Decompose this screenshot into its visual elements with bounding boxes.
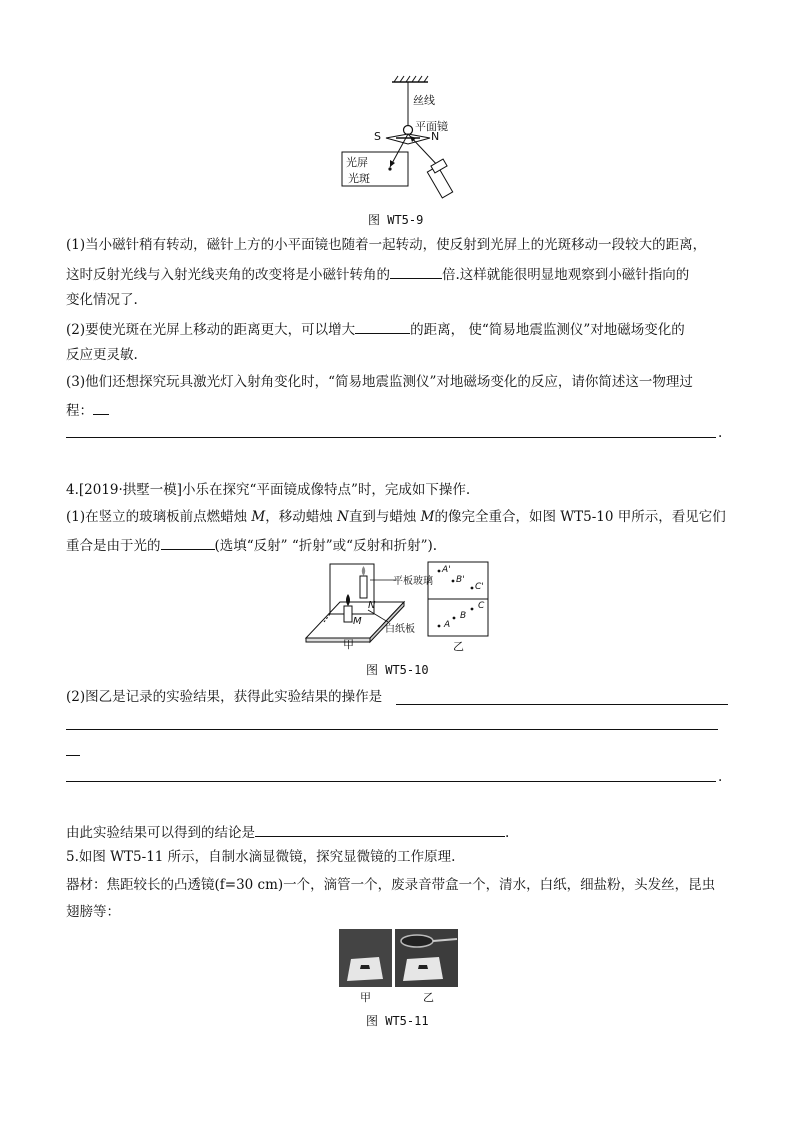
fig10-label-n: N xyxy=(368,600,376,611)
q3-blank-process-start[interactable] xyxy=(93,400,109,415)
q3-p1-line1: (1)当小磁针稍有转动，磁针上方的小平面镜也随着一起转动，使反射到光屏上的光斑移动一段较大的距离， xyxy=(66,237,707,253)
fig10-caption: 图 WT5-10 xyxy=(366,663,429,677)
q4-answer-line-2[interactable] xyxy=(66,729,718,730)
fig10-label-yi: 乙 xyxy=(453,640,464,653)
figure-wt5-9 xyxy=(330,72,470,207)
q4-p1-line1b: ，移动蜡烛 xyxy=(265,509,338,525)
fig10-label-a: A xyxy=(444,620,451,630)
q3-end-dot: . xyxy=(718,425,723,441)
q4-answer-short[interactable] xyxy=(66,755,80,756)
q3-p2-line1b: 的距离， 使“简易地震监测仪”对地磁场变化的 xyxy=(410,322,685,338)
q3-p3-line1: (3)他们还想探究玩具激光灯入射角变化时，“简易地震监测仪”对地磁场变化的反应，请你简述这一物理过 xyxy=(66,374,693,390)
q3-p1-line2 xyxy=(66,264,689,284)
q3-p2-line1 xyxy=(66,319,685,339)
q4-conclusion xyxy=(66,822,509,842)
q4-conclusion-dot: . xyxy=(505,825,510,841)
fig9-label-screen: 光屏 xyxy=(346,156,368,169)
q4-p1-m2: M xyxy=(420,509,435,525)
q4-p1-line1 xyxy=(66,508,726,526)
fig9-label-mirror: 平面镜 xyxy=(415,120,448,133)
q4-title: 4.[2019·拱墅一模]小乐在探究“平面镜成像特点”时，完成如下操作. xyxy=(66,482,471,498)
fig10-label-b: B xyxy=(460,611,467,621)
fig10-label-b1: B' xyxy=(456,575,465,585)
fig10-label-m: M xyxy=(353,616,362,627)
q4-p1-line1a: (1)在竖立的玻璃板前点燃蜡烛 xyxy=(66,509,252,525)
q3-blank-multiple[interactable] xyxy=(390,264,442,279)
q3-p1-line2a: 这时反射光线与入射光线夹角的改变将是小磁针转角的 xyxy=(66,267,390,283)
fig9-label-spot: 光斑 xyxy=(348,172,370,185)
q5-materials-line2: 翅膀等： xyxy=(66,904,120,920)
q3-p1-line3: 变化情况了. xyxy=(66,292,138,308)
fig9-label-s: S xyxy=(374,130,381,143)
q4-answer-line-3[interactable] xyxy=(66,781,716,782)
fig9-caption: 图 WT5-9 xyxy=(368,213,424,227)
fig9-label-n: N xyxy=(431,130,440,143)
q3-p3-line2-text: 程： xyxy=(66,403,93,419)
q3-p2-line1a: (2)要使光斑在光屏上移动的距离更大，可以增大 xyxy=(66,322,356,338)
q4-p2-line1: (2)图乙是记录的实验结果，获得此实验结果的操作是 xyxy=(66,689,383,705)
fig11-label-jia: 甲 xyxy=(360,991,371,1004)
fig9-label-wire: 丝线 xyxy=(413,94,435,107)
fig10-label-a1: A' xyxy=(442,565,451,575)
q4-p1-line1d: 的像完全重合，如图 WT5-10 甲所示，看见它们 xyxy=(434,509,726,525)
q4-p2-end-dot: . xyxy=(718,769,723,785)
q4-p1-n: N xyxy=(337,509,349,525)
q5-title: 5.如图 WT5-11 所示，自制水滴显微镜，探究显微镜的工作原理. xyxy=(66,849,456,865)
q3-p3-line2 xyxy=(66,400,109,420)
q4-p1-line2b: (选填“反射” “折射”或“反射和折射”). xyxy=(214,538,438,554)
q4-conclusion-text: 由此实验结果可以得到的结论是 xyxy=(66,825,255,841)
fig11-photo-jia xyxy=(339,929,392,987)
fig10-label-glass: 平板玻璃 xyxy=(393,576,433,587)
q4-p1-line2 xyxy=(66,535,437,555)
fig10-label-c: C xyxy=(478,601,485,611)
q4-answer-line-1[interactable] xyxy=(396,704,728,705)
q3-answer-line[interactable] xyxy=(66,437,716,438)
q4-blank-light[interactable] xyxy=(161,535,215,550)
q4-blank-conclusion[interactable] xyxy=(255,822,505,837)
fig10-label-jia: 甲 xyxy=(343,638,354,651)
fig11-photo-yi xyxy=(395,929,458,987)
q3-p2-line2: 反应更灵敏. xyxy=(66,347,138,363)
q4-p1-m1: M xyxy=(251,509,266,525)
q3-blank-distance[interactable] xyxy=(355,319,410,334)
q4-p1-line1c: 直到与蜡烛 xyxy=(348,509,421,525)
fig10-label-c1: C' xyxy=(475,582,484,592)
q5-materials-line1: 器材：焦距较长的凸透镜(f=30 cm)一个，滴管一个，废录音带盒一个，清水，白纸，细盐粉，头发丝，昆虫 xyxy=(66,877,716,893)
q3-p1-line2b: 倍.这样就能很明显地观察到小磁针指向的 xyxy=(442,267,690,283)
fig11-label-yi: 乙 xyxy=(423,991,434,1004)
fig10-label-paper: 白纸板 xyxy=(385,624,415,635)
q4-p1-line2a: 重合是由于光的 xyxy=(66,538,161,554)
fig11-caption: 图 WT5-11 xyxy=(366,1014,429,1028)
